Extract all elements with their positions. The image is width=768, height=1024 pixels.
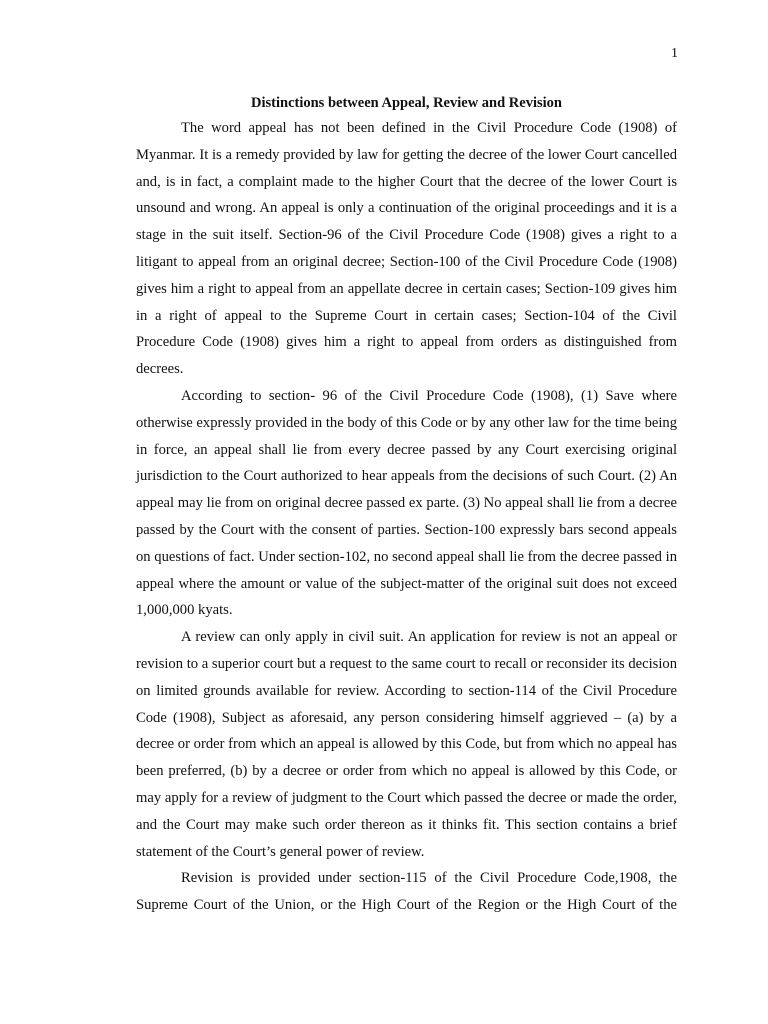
- document-title: Distinctions between Appeal, Review and Revision: [251, 95, 562, 111]
- paragraph-section-96: According to section- 96 of the Civil Procedure Code (1908), (1) Save where otherwise expressly provided in the body of this Code or by any other law for the time being in force, an appeal shall lie from every decree passed by any Court exercising original jurisdiction to the Court authorized to hear appeals from the decisions of such Court. (2) An appeal may lie from on original decree passed ex parte. (3) No appeal shall lie from a decree passed by the Court with the consent of parties. Section-100 expressly bars second appeals on questions of fact. Under section-102, no second appeal shall lie from the decree passed in appeal where the amount or value of the subject-matter of the original suit does not exceed 1,000,000 kyats.: [136, 387, 677, 619]
- paragraph-appeal-definition: The word appeal has not been defined in the Civil Procedure Code (1908) of Myanmar. It is a remedy provided by law for getting the decree of the lower Court cancelled and, is in fact, a complaint made to the higher Court that the decree of the lower Court is unsound and wrong. An appeal is only a continuation of the original proceedings and it is a stage in the suit itself. Section-96 of the Civil Procedure Code (1908) gives a right to a litigant to appeal from an original decree; Section-100 of the Civil Procedure Code (1908) gives him a right to appeal from an appellate decree in certain cases; Section-109 gives him in a right of appeal to the Supreme Court in certain cases; Section-104 of the Civil Procedure Code (1908) gives him a right to appeal from orders as distinguished from decrees.: [136, 120, 677, 378]
- page-number: 1: [671, 46, 678, 61]
- paragraph-review: A review can only apply in civil suit. An application for review is not an appeal or revision to a superior court but a request to the same court to recall or reconsider its decision on limited grounds available for review. According to section-114 of the Civil Procedure Code (1908), Subject as aforesaid, any person considering himself aggrieved – (a) by a decree or order from which an appeal is allowed by this Code, but from which no appeal has been preferred, (b) by a decree or order from which no appeal is allowed by this Code, or may apply for a review of judgment to the Court which passed the decree or made the order, and the Court may make such order thereon as it thinks fit. This section contains a brief statement of the Court’s general power of review.: [136, 629, 677, 860]
- paragraph-revision: Revision is provided under section-115 of the Civil Procedure Code,1908, the Supreme Court of the Union, or the High Court of the Region or the High Court of the: [136, 870, 677, 914]
- document-body: [136, 91, 677, 919]
